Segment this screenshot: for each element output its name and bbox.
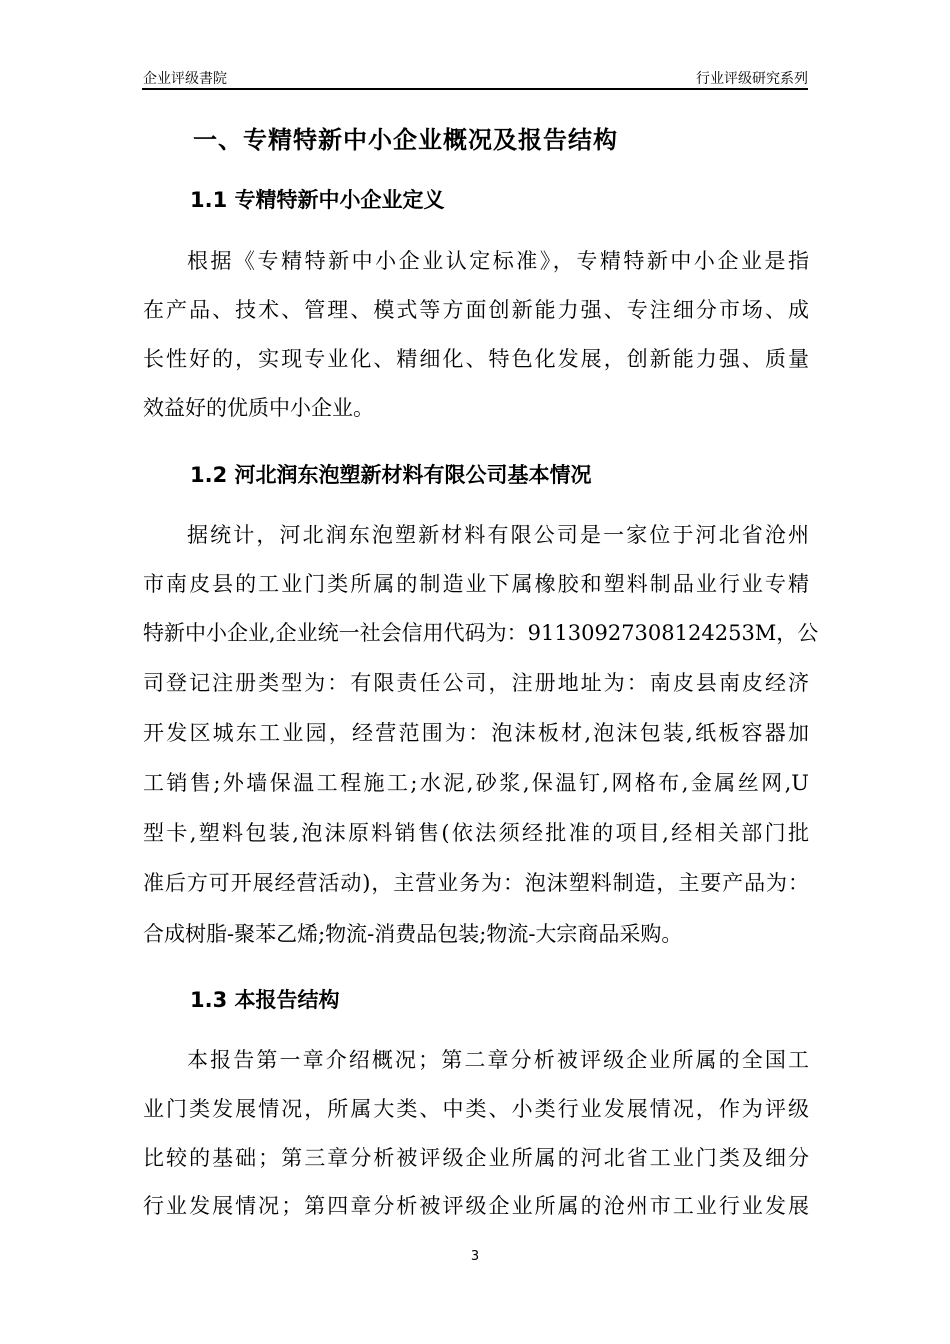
paragraph-line: 效益好的优质中小企业。 bbox=[143, 396, 374, 420]
paragraph-line: 市南皮县的工业门类所属的制造业下属橡胶和塑料制品业行业专精 bbox=[143, 572, 809, 596]
page-number: 3 bbox=[470, 1249, 480, 1264]
section-title: 一、专精特新中小企业概况及报告结构 bbox=[193, 126, 618, 154]
subsection-title-1-3: 1.3 本报告结构 bbox=[190, 988, 340, 1012]
paragraph-line: 合成树脂-聚苯乙烯;物流-消费品包装;物流-大宗商品采购。 bbox=[143, 922, 683, 946]
paragraph-line: 工销售;外墙保温工程施工;水泥,砂浆,保温钉,网格布,金属丝网,U bbox=[143, 771, 809, 795]
paragraph-line: 在产品、技术、管理、模式等方面创新能力强、专注细分市场、成 bbox=[143, 298, 809, 322]
paragraph-line: 比较的基础；第三章分析被评级企业所属的河北省工业门类及细分 bbox=[143, 1146, 809, 1170]
header-left: 企业评级書院 bbox=[143, 71, 227, 87]
subsection-title-1-2: 1.2 河北润东泡塑新材料有限公司基本情况 bbox=[190, 463, 592, 487]
paragraph-line: 特新中小企业,企业统一社会信用代码为：91130927308124253M，公 bbox=[143, 621, 819, 645]
paragraph-line: 型卡,塑料包装,泡沫原料销售(依法须经批准的项目,经相关部门批 bbox=[143, 821, 809, 845]
paragraph-line: 业门类发展情况，所属大类、中类、小类行业发展情况，作为评级 bbox=[143, 1097, 809, 1121]
paragraph-line: 据统计，河北润东泡塑新材料有限公司是一家位于河北省沧州 bbox=[187, 523, 809, 547]
paragraph-line: 长性好的，实现专业化、精细化、特色化发展，创新能力强、质量 bbox=[143, 347, 809, 371]
subsection-title-1-1: 1.1 专精特新中小企业定义 bbox=[190, 188, 445, 212]
header-right: 行业评级研究系列 bbox=[696, 71, 808, 87]
paragraph-line: 行业发展情况；第四章分析被评级企业所属的沧州市工业行业发展 bbox=[143, 1194, 809, 1218]
paragraph-line: 准后方可开展经营活动)，主营业务为：泡沫塑料制造，主要产品为： bbox=[143, 871, 809, 895]
paragraph-line: 开发区城东工业园，经营范围为：泡沫板材,泡沫包装,纸板容器加 bbox=[143, 721, 809, 745]
paragraph-line: 本报告第一章介绍概况；第二章分析被评级企业所属的全国工 bbox=[187, 1048, 809, 1072]
paragraph-line: 根据《专精特新中小企业认定标准》，专精特新中小企业是指 bbox=[187, 249, 809, 273]
header-rule bbox=[142, 88, 808, 90]
paragraph-line: 司登记注册类型为：有限责任公司，注册地址为：南皮县南皮经济 bbox=[143, 671, 809, 695]
